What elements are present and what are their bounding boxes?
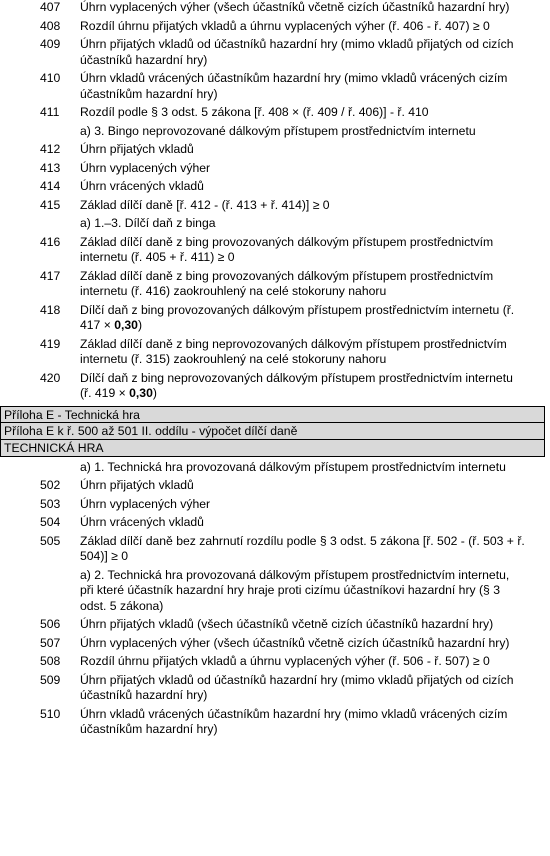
row-text: Základ dílčí daně [ř. 412 - (ř. 413 + ř. 414)] ≥ 0 [80, 197, 330, 212]
row-number: 413 [40, 160, 61, 175]
row-text: Úhrn přijatých vkladů (všech účastníků včetně cizích účastníků hazardní hry) [80, 617, 494, 631]
subheading-text: a) 2. Technická hra provozovaná dálkovým přístupem prostřednictvím internetu, při které účastník hazardní hry hraje proti cizímu účastníkovi hazardní hry (§ 3 odst. 5 zákona) [80, 567, 510, 613]
table-row [0, 269, 550, 300]
row-number: 417 [40, 268, 61, 283]
row-text: Úhrn přijatých vkladů [80, 142, 194, 156]
table-row [0, 673, 550, 704]
table-row [0, 371, 550, 402]
subheading-tech2 [0, 568, 550, 615]
row-text: Úhrn vrácených vkladů [80, 179, 204, 193]
row-number: 506 [40, 617, 61, 631]
row-number: 502 [40, 478, 61, 492]
row-text: Úhrn přijatých vkladů od účastníků hazardní hry (mimo vkladů přijatých od cizích účastníků hazardní hry) [80, 37, 514, 67]
row-number: 409 [40, 37, 61, 51]
subheading-bingo [0, 124, 550, 140]
row-text: Rozdíl úhrnu přijatých vkladů a úhrnu vyplacených výher (ř. 506 - ř. 507) ≥ 0 [80, 654, 490, 668]
table-row [0, 161, 550, 177]
table-row [0, 636, 550, 652]
row-number: 414 [40, 179, 61, 193]
row-text: Úhrn vkladů vrácených účastníkům hazardní hry (mimo vkladů vrácených cizím účastníkům hazardní hry) [80, 706, 508, 736]
subheading-text: a) 1.–3. Dílčí daň z binga [80, 216, 216, 230]
section-rows-502-505 [0, 478, 550, 565]
table-row [0, 19, 550, 35]
table-row [0, 0, 550, 16]
table-row [0, 478, 550, 494]
row-number: 412 [40, 142, 61, 156]
row-number: 510 [40, 706, 61, 721]
row-text: Dílčí daň z bing provozovaných dálkovým přístupem prostřednictvím internetu (ř. 417 × 0,30) [80, 302, 515, 332]
row-text: Úhrn vyplacených výher [80, 160, 211, 175]
section-rows-412-415 [0, 142, 550, 213]
row-number: 504 [40, 515, 61, 529]
row-text: Základ dílčí daně z bing provozovaných dálkovým přístupem prostřednictvím internetu (ř. 405 + ř. 411) ≥ 0 [80, 234, 494, 264]
table-row [0, 71, 550, 102]
table-row [0, 142, 550, 158]
row-number: 418 [40, 302, 61, 317]
row-number: 410 [40, 71, 61, 85]
row-text: Úhrn vrácených vkladů [80, 515, 204, 529]
subheading-tech1 [0, 460, 550, 476]
row-number: 419 [40, 336, 61, 351]
table-row [0, 707, 550, 738]
row-text: Rozdíl úhrnu přijatých vkladů a úhrnu vyplacených výher (ř. 406 - ř. 407) ≥ 0 [80, 18, 490, 33]
row-text: Dílčí daň z bing neprovozovaných dálkovým přístupem prostřednictvím internetu (ř. 419 × 0,30) [80, 370, 513, 400]
table-row [0, 337, 550, 368]
row-text: Úhrn vyplacených výher (všech účastníků včetně cizích účastníků hazardní hry) [80, 0, 510, 14]
table-row [0, 198, 550, 214]
row-number: 411 [40, 105, 60, 119]
row-number: 408 [40, 18, 61, 33]
table-row [0, 37, 550, 68]
row-number: 509 [40, 672, 61, 687]
row-number: 503 [40, 496, 61, 511]
row-text: Základ dílčí daně z bing provozovaných dálkovým přístupem prostřednictvím internetu (ř. 416) zaokrouhlený na celé stokoruny nahoru [80, 268, 494, 298]
section-rows-407-411 [0, 0, 550, 121]
section-rows-416-417 [0, 235, 550, 300]
table-row [0, 617, 550, 633]
table-row [0, 235, 550, 266]
table-row [0, 105, 550, 121]
table-row [0, 303, 550, 334]
table-row [0, 534, 550, 565]
row-text: Úhrn vyplacených výher (všech účastníků včetně cizích účastníků hazardní hry) [80, 635, 510, 650]
section-bar-technical-game: TECHNICKÁ HRA [0, 440, 545, 457]
row-number: 505 [40, 533, 61, 548]
section-bar-appendix-e-rows: Příloha E k ř. 500 až 501 II. oddílu - výpočet dílčí daně [0, 423, 545, 440]
subheading-text: a) 1. Technická hra provozovaná dálkovým přístupem prostřednictvím internetu [80, 459, 506, 474]
row-text: Úhrn vkladů vrácených účastníkům hazardní hry (mimo vkladů vrácených cizím účastníkům hazardní hry) [80, 71, 508, 101]
subheading-text: a) 3. Bingo neprovozované dálkovým přístupem prostřednictvím internetu [80, 123, 476, 138]
row-text: Úhrn vyplacených výher [80, 496, 211, 511]
section-rows-506-510 [0, 617, 550, 738]
row-number: 507 [40, 635, 61, 650]
row-number: 416 [40, 234, 61, 249]
row-text: Základ dílčí daně z bing neprovozovaných dálkovým přístupem prostřednictvím internetu (ř. 315) zaokrouhlený na celé stokoruny nahoru [80, 336, 507, 366]
table-row [0, 179, 550, 195]
row-number: 407 [40, 0, 61, 14]
row-text: Základ dílčí daně bez zahrnutí rozdílu podle § 3 odst. 5 zákona [ř. 502 - (ř. 503 + ř. 504)] ≥ 0 [80, 533, 525, 563]
row-text: Úhrn přijatých vkladů [80, 478, 194, 492]
row-text: Rozdíl podle § 3 odst. 5 zákona [ř. 408 × (ř. 409 / ř. 406)] - ř. 410 [80, 105, 429, 119]
table-row [0, 654, 550, 670]
row-number: 415 [40, 197, 61, 212]
subheading-tax [0, 216, 550, 232]
table-row [0, 497, 550, 513]
section-bar-appendix-e: Příloha E - Technická hra [0, 406, 545, 423]
row-text: Úhrn přijatých vkladů od účastníků hazardní hry (mimo vkladů přijatých od cizích účastníků hazardní hry) [80, 672, 514, 702]
table-row [0, 515, 550, 531]
row-number: 508 [40, 654, 61, 668]
row-number: 420 [40, 370, 61, 385]
